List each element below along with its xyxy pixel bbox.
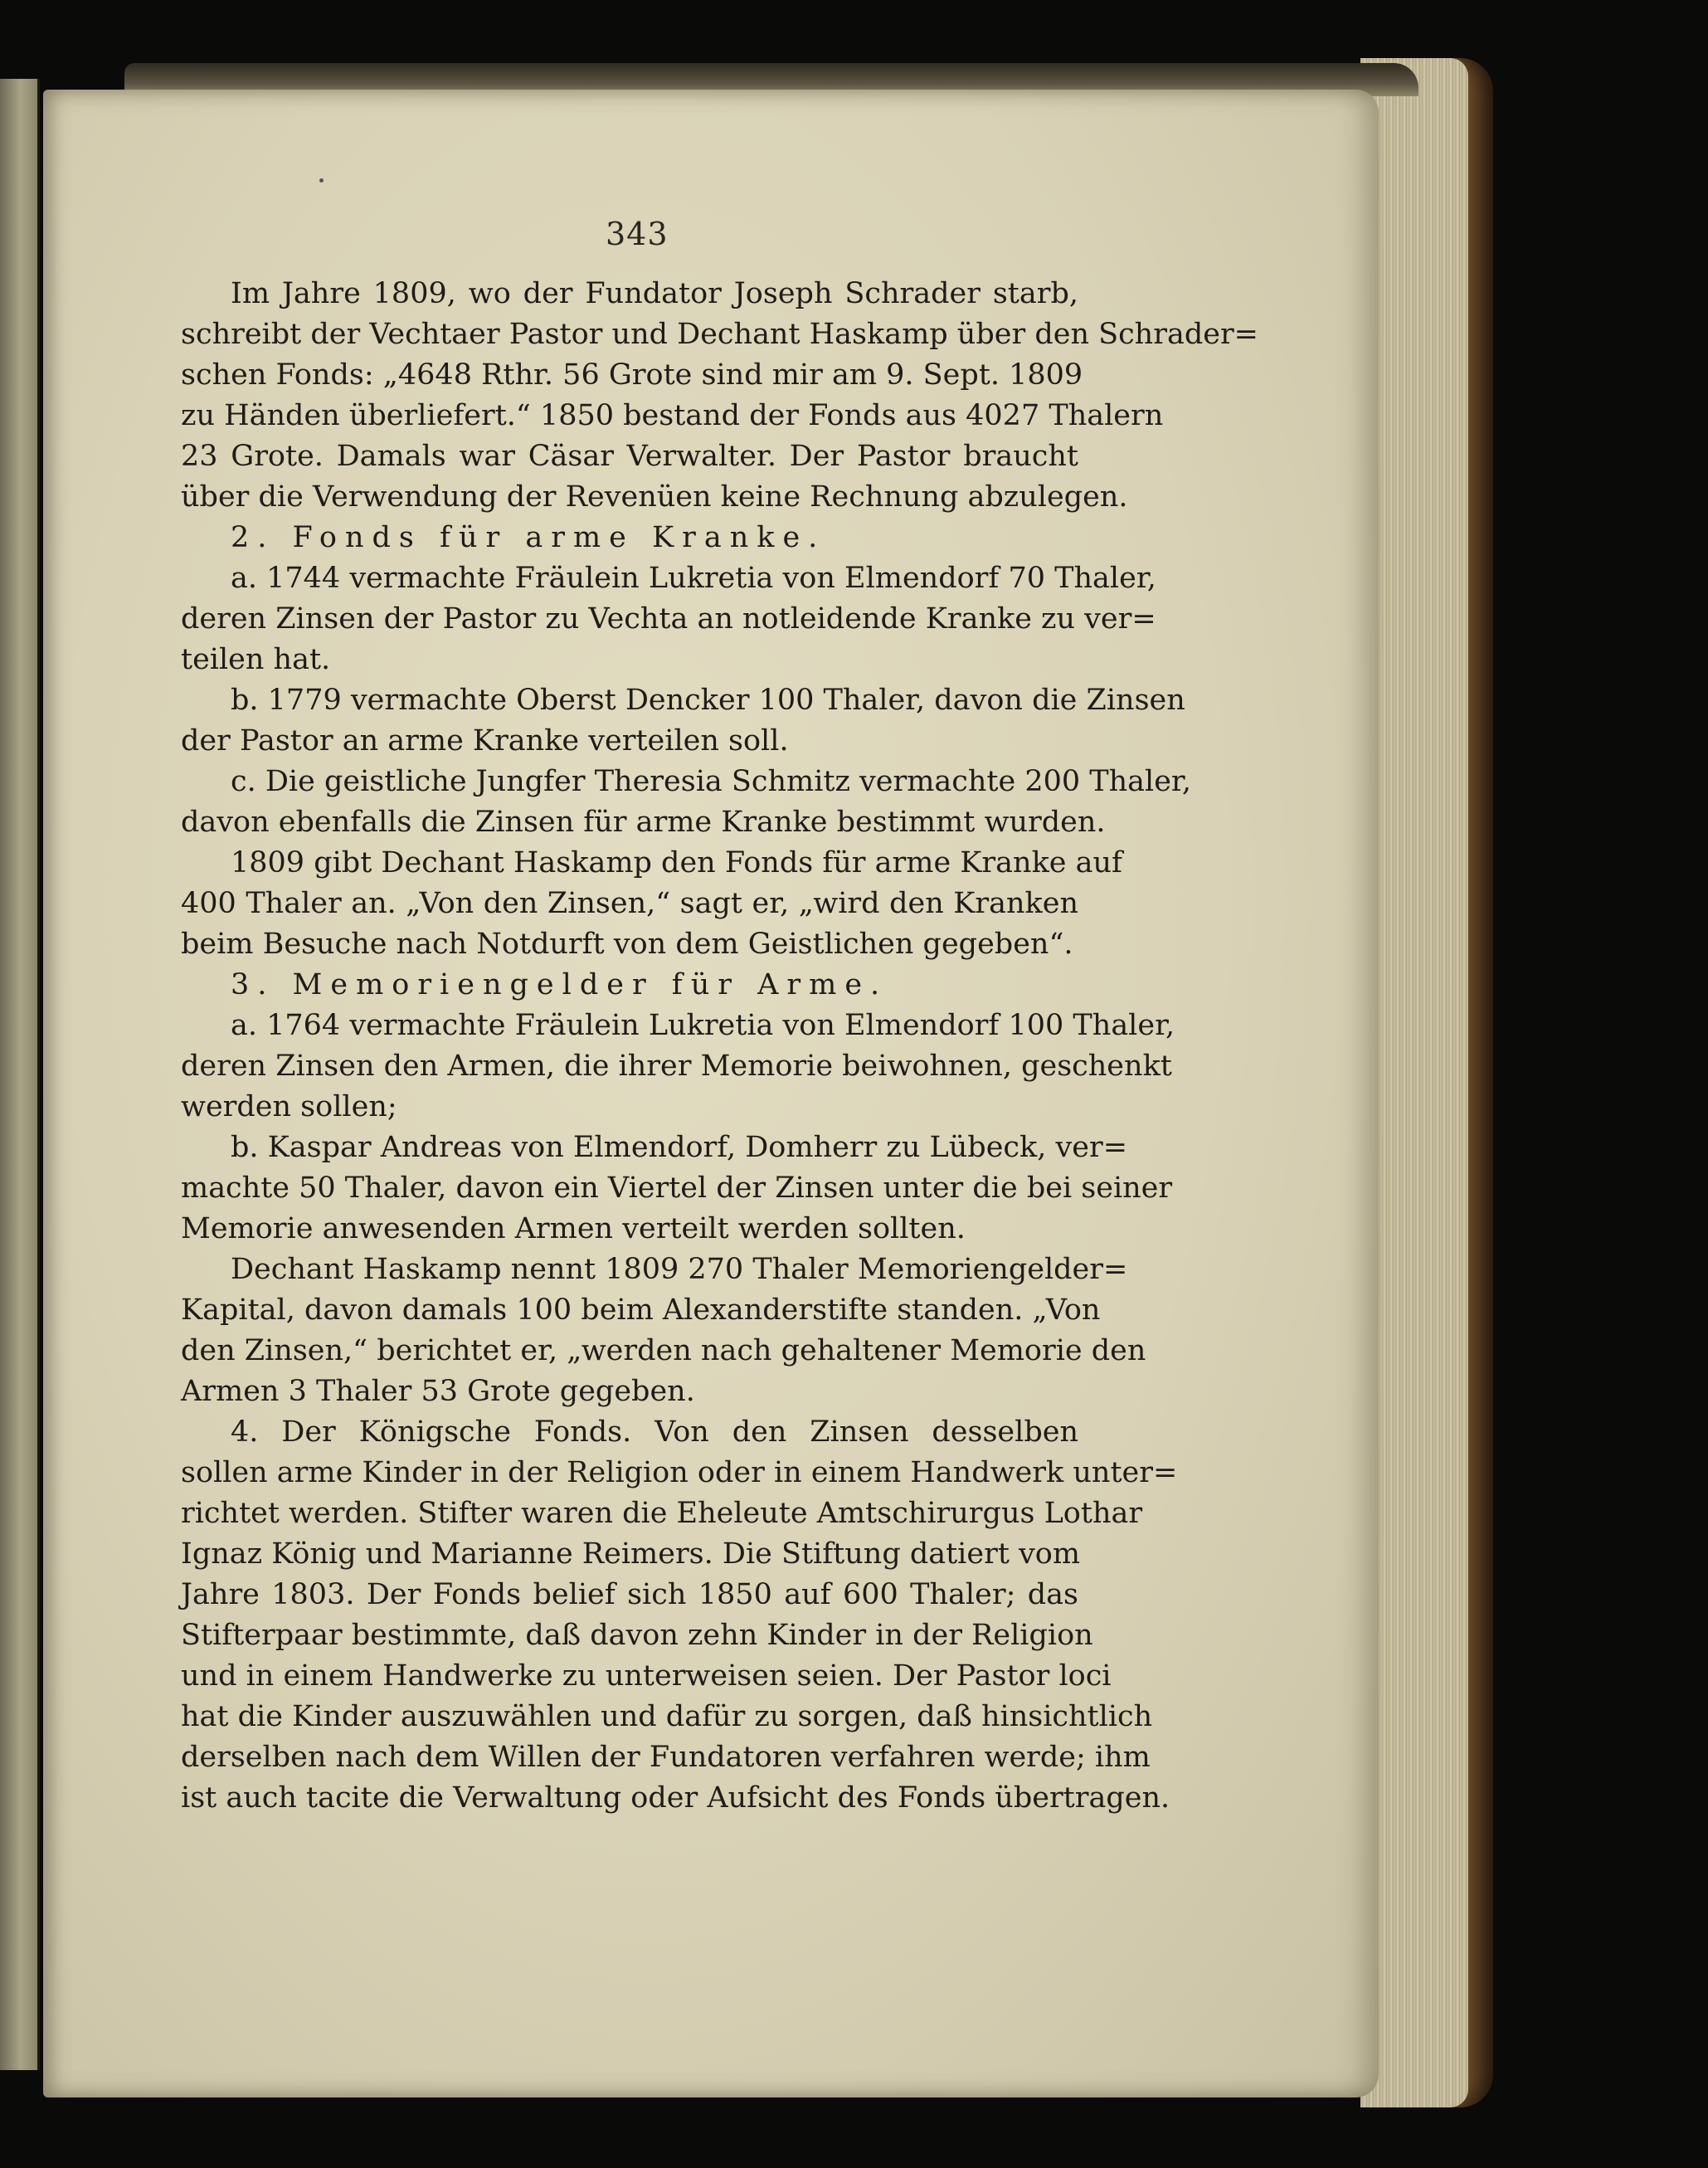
text-line: a. 1764 vermachte Fräulein Lukretia von Elmendorf 100 Thaler, [231, 1009, 1175, 1042]
text-line: davon ebenfalls die Zinsen für arme Kranke bestimmt wurden. [181, 806, 1106, 839]
text-line: deren Zinsen der Pastor zu Vechta an notleidende Kranke zu ver= [181, 602, 1156, 636]
text-line: a. 1744 vermachte Fräulein Lukretia von Elmendorf 70 Thaler, [231, 562, 1156, 595]
text-line: beim Besuche nach Notdurft von dem Geistlichen gegeben“. [181, 928, 1073, 961]
text-line: Ignaz König und Marianne Reimers. Die Stiftung datiert vom [181, 1537, 1081, 1571]
text-line: Stifterpaar bestimmte, daß davon zehn Kinder in der Religion [181, 1619, 1093, 1652]
text-line: Kapital, davon damals 100 beim Alexanderstifte standen. „Von [181, 1293, 1101, 1327]
text-line: derselben nach dem Willen der Fundatoren verfahren werde; ihm [181, 1741, 1151, 1774]
text-line: 3. Memoriengelder für Arme. [231, 968, 888, 1001]
text-line: teilen hat. [181, 643, 331, 676]
text-line: werden sollen; [181, 1090, 397, 1123]
text-line: Memorie anwesenden Armen verteilt werden sollten. [181, 1212, 966, 1245]
text-line: c. Die geistliche Jungfer Theresia Schmitz vermachte 200 Thaler, [231, 765, 1191, 798]
previous-page-edge [0, 79, 40, 2070]
margin-speck [319, 178, 324, 183]
text-line: schen Fonds: „4648 Rthr. 56 Grote sind mir am 9. Sept. 1809 [181, 358, 1083, 392]
text-line: 4. Der Königsche Fonds. Von den Zinsen desselben [231, 1415, 1078, 1449]
text-line: zu Händen überliefert.“ 1850 bestand der Fonds aus 4027 Thalern [181, 399, 1164, 432]
text-line: über die Verwendung der Revenüen keine Rechnung abzulegen. [181, 480, 1128, 514]
text-line: Jahre 1803. Der Fonds belief sich 1850 auf 600 Thaler; das [181, 1578, 1078, 1611]
text-line: den Zinsen,“ berichtet er, „werden nach gehaltener Memorie den [181, 1334, 1146, 1367]
text-line: schreibt der Vechtaer Pastor und Dechant Haskamp über den Schrader= [181, 318, 1258, 351]
page-text [181, 274, 1258, 1819]
text-line: b. Kaspar Andreas von Elmendorf, Domherr zu Lübeck, ver= [231, 1131, 1128, 1164]
text-line: 1809 gibt Dechant Haskamp den Fonds für arme Kranke auf [231, 846, 1122, 879]
text-line: richtet werden. Stifter waren die Eheleute Amtschirurgus Lothar [181, 1497, 1143, 1530]
text-line: und in einem Handwerke zu unterweisen seien. Der Pastor loci [181, 1659, 1112, 1693]
text-line: ist auch tacite die Verwaltung oder Aufsicht des Fonds übertragen. [181, 1781, 1170, 1815]
text-line: 400 Thaler an. „Von den Zinsen,“ sagt er, „wird den Kranken [181, 887, 1078, 920]
text-line: deren Zinsen den Armen, die ihrer Memorie beiwohnen, geschenkt [181, 1050, 1172, 1083]
text-line: hat die Kinder auszuwählen und dafür zu sorgen, daß hinsichtlich [181, 1700, 1153, 1733]
text-line: b. 1779 vermachte Oberst Dencker 100 Thaler, davon die Zinsen [231, 684, 1185, 717]
page-number: 343 [606, 216, 669, 252]
text-line: machte 50 Thaler, davon ein Viertel der Zinsen unter die bei seiner [181, 1172, 1173, 1205]
text-line: Im Jahre 1809, wo der Fundator Joseph Schrader starb, [231, 277, 1078, 310]
text-line: 2. Fonds für arme Kranke. [231, 521, 826, 554]
text-line: Armen 3 Thaler 53 Grote gegeben. [181, 1375, 695, 1408]
text-line: sollen arme Kinder in der Religion oder in einem Handwerk unter= [181, 1456, 1178, 1489]
text-line: Dechant Haskamp nennt 1809 270 Thaler Memoriengelder= [231, 1253, 1128, 1286]
text-line: 23 Grote. Damals war Cäsar Verwalter. Der Pastor braucht [181, 440, 1078, 473]
text-line: der Pastor an arme Kranke verteilen soll. [181, 724, 789, 758]
